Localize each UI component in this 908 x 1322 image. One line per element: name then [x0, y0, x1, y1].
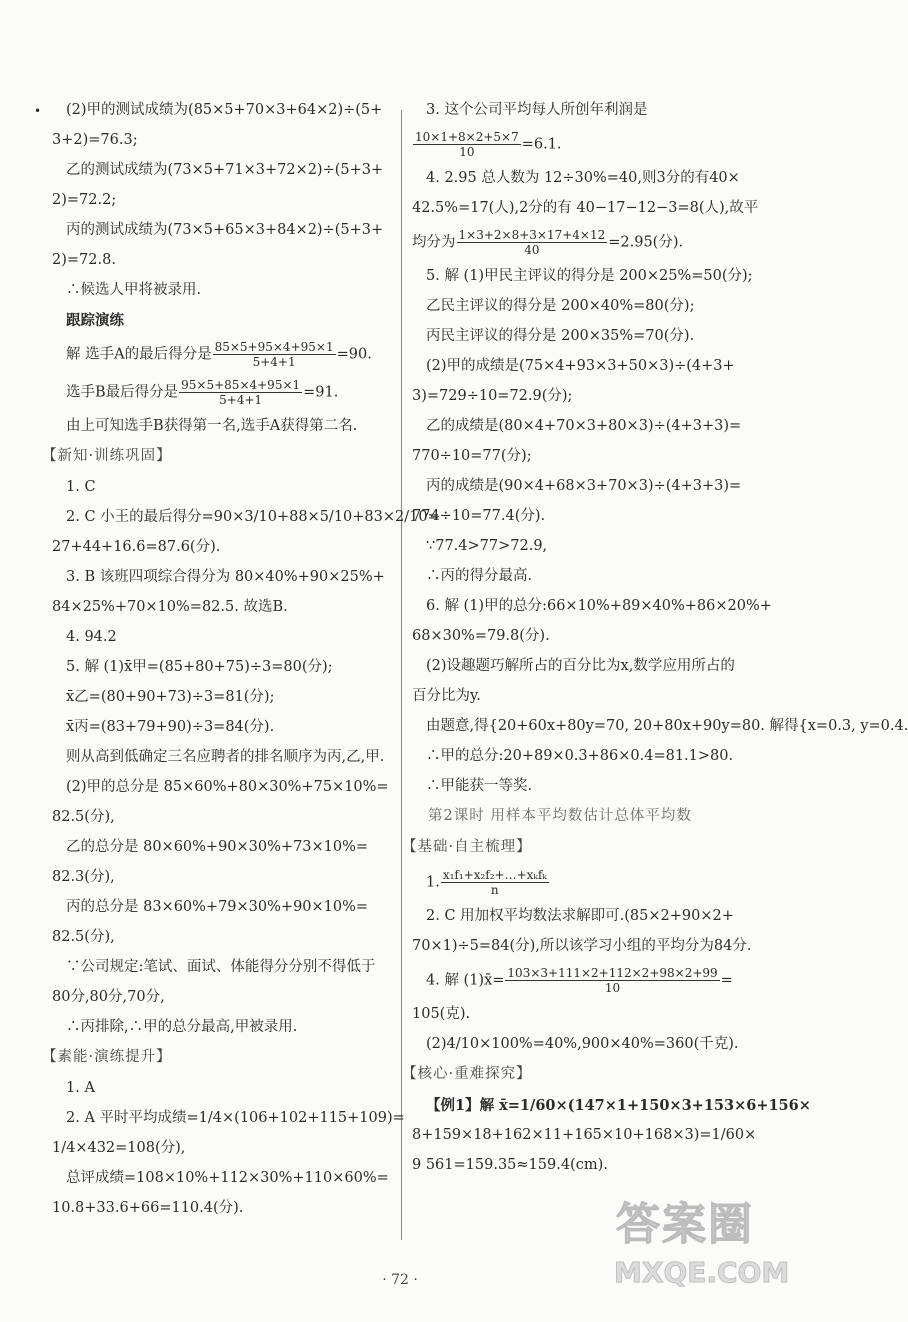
fraction	[505, 966, 719, 995]
fraction-denominator: n	[490, 883, 499, 897]
text-line: 则从高到低确定三名应聘者的排名顺序为丙,乙,甲.	[66, 749, 385, 765]
text-line: 10.8+33.6+66=110.4(分).	[52, 1200, 244, 1216]
text-line: 【例1】解 x̄=1/60×(147×1+150×3+153×6+156×	[426, 1097, 811, 1114]
text-line: 4. 94.2	[66, 629, 117, 645]
text-line: 由上可知选手B获得第一名,选手A获得第二名.	[66, 418, 358, 434]
line-prefix: 解 选手A的最后得分是	[66, 346, 212, 363]
watermark-logo	[612, 1176, 790, 1306]
text-line	[412, 130, 760, 159]
page-number: · 72 ·	[382, 1272, 418, 1288]
fraction	[441, 868, 549, 897]
text-line: (2)甲的总分是 85×60%+80×30%+75×10%=	[66, 779, 389, 795]
watermark-text: 答案圈	[616, 1199, 754, 1250]
fraction-numerator: 95×5+85×4+95×1	[181, 378, 301, 392]
text-line: 80分,80分,70分,	[52, 989, 165, 1005]
fraction-denominator: 10	[604, 981, 621, 995]
text-line: 乙的成绩是(80×4+70×3+80×3)÷(4+3+3)=	[426, 418, 742, 434]
text-line: 770÷10=77(分);	[412, 448, 532, 464]
fraction	[413, 130, 521, 159]
fraction-denominator: 10	[459, 145, 475, 159]
text-line: x̄乙=(80+90+73)÷3=81(分);	[66, 689, 275, 705]
text-line: 5. 解 (1)甲民主评议的得分是 200×25%=50(分);	[426, 268, 753, 284]
text-line: 百分比为y.	[412, 688, 481, 704]
line-suffix: =91.	[303, 384, 339, 401]
line-suffix: =90.	[336, 346, 372, 363]
fraction-numerator: x₁f₁+x₂f₂+…+xₖfₖ	[442, 868, 547, 882]
text-line: 第2课时 用样本平均数估计总体平均数	[428, 808, 692, 824]
text-line: 总评成绩=108×10%+112×30%+110×60%=	[66, 1170, 389, 1186]
text-line: 乙的总分是 80×60%+90×30%+73×10%=	[66, 839, 369, 855]
text-line: 84×25%+70×10%=82.5. 故选B.	[52, 599, 288, 615]
text-line: (2)甲的成绩是(75×4+93×3+50×3)÷(4+3+	[426, 358, 735, 374]
text-line: 丙的成绩是(90×4+68×3+70×3)÷(4+3+3)=	[426, 478, 742, 494]
line-prefix: 均分为	[412, 234, 456, 251]
fraction	[179, 378, 302, 407]
text-line: ∴候选人甲将被录用.	[66, 282, 202, 298]
fraction-numerator: 10×1+8×2+5×7	[415, 130, 519, 144]
text-line: 乙民主评议的得分是 200×40%=80(分);	[426, 298, 695, 314]
text-line: x̄丙=(83+79+90)÷3=84(分).	[66, 719, 275, 735]
text-line	[412, 228, 760, 257]
text-line: 2. C 小王的最后得分=90×3/10+88×5/10+83×2/10=	[66, 509, 440, 525]
text-line: 82.3(分),	[52, 869, 115, 885]
fraction	[457, 228, 608, 257]
text-line: (2)甲的测试成绩为(85×5+70×3+64×2)÷(5+	[66, 102, 383, 118]
text-line: ∴甲能获一等奖.	[426, 778, 533, 794]
text-line: 【基础·自主梳理】	[402, 839, 532, 855]
text-line: 丙民主评议的得分是 200×35%=70(分).	[426, 328, 695, 344]
fraction	[213, 340, 336, 369]
text-line: ∵77.4>77>72.9,	[426, 538, 548, 554]
text-line: (2)设趣题巧解所占的百分比为x,数学应用所占的	[426, 658, 735, 674]
text-line: 2)=72.2;	[52, 192, 117, 208]
text-line	[52, 340, 392, 369]
text-line: 5. 解 (1)x̄甲=(85+80+75)÷3=80(分);	[66, 659, 333, 675]
text-line: 3+2)=76.3;	[52, 132, 138, 148]
text-line: 丙的测试成绩为(73×5+65×3+84×2)÷(5+3+	[66, 222, 384, 238]
text-line	[412, 868, 760, 897]
stray-mark: •	[34, 104, 42, 118]
fraction-denominator: 5+4+1	[219, 393, 263, 407]
text-line: 【素能·演练提升】	[42, 1049, 172, 1065]
right-column	[402, 100, 908, 1185]
text-line: 27+44+16.6=87.6(分).	[52, 539, 221, 555]
text-line: 8+159×18+162×11+165×10+168×3)=1/60×	[412, 1127, 757, 1143]
text-line: 3. B 该班四项综合得分为 80×40%+90×25%+	[66, 569, 385, 585]
text-line: ∵公司规定:笔试、面试、体能得分分别不得低于	[66, 959, 376, 975]
text-line: 3. 这个公司平均每人所创年利润是	[426, 102, 648, 118]
text-line: 2)=72.8.	[52, 252, 116, 268]
line-suffix: =6.1.	[521, 136, 562, 153]
text-line: 1. C	[66, 479, 96, 495]
line-suffix: =	[720, 972, 733, 989]
text-line: 跟踪演练	[66, 312, 124, 329]
text-line: 乙的测试成绩为(73×5+71×3+72×2)÷(5+3+	[66, 162, 384, 178]
text-line: 82.5(分),	[52, 809, 115, 825]
text-line: ∴丙排除,∴甲的总分最高,甲被录用.	[66, 1019, 298, 1035]
text-line: 由题意,得{20+60x+80y=70, 20+80x+90y=80. 解得{x=0.3, y=0.4.	[426, 718, 908, 734]
text-line: ∴丙的得分最高.	[426, 568, 533, 584]
fraction-numerator: 1×3+2×8+3×17+4×12	[458, 228, 606, 242]
text-line: 774÷10=77.4(分).	[412, 508, 546, 524]
fraction-denominator: 5+4+1	[252, 355, 296, 369]
text-line: 2. A 平时平均成绩=1/4×(106+102+115+109)=	[66, 1110, 405, 1126]
text-line: 6. 解 (1)甲的总分:66×10%+89×40%+86×20%+	[426, 598, 772, 614]
text-line: 【新知·训练巩固】	[42, 448, 172, 464]
text-line: 105(克).	[412, 1006, 471, 1022]
text-line: 9 561=159.35≈159.4(cm).	[412, 1157, 608, 1173]
text-line: 42.5%=17(人),2分的有 40−17−12−3=8(人),故平	[412, 200, 759, 216]
line-suffix: =2.95(分).	[608, 234, 684, 251]
line-prefix: 选手B最后得分是	[66, 384, 179, 401]
text-line: 70×1)÷5=84(分),所以该学习小组的平均分为84分.	[412, 938, 752, 954]
fraction-denominator: 40	[524, 243, 540, 257]
text-line	[412, 966, 760, 995]
text-line: 【核心·重难探究】	[402, 1066, 532, 1082]
text-line: 1/4×432=108(分),	[52, 1140, 186, 1156]
line-prefix: 1.	[426, 874, 440, 891]
line-prefix: 4. 解 (1)x̄=	[426, 972, 505, 989]
text-line	[52, 378, 392, 407]
text-line: 4. 2.95 总人数为 12÷30%=40,则3分的有40×	[426, 170, 740, 186]
text-line: 丙的总分是 83×60%+79×30%+90×10%=	[66, 899, 369, 915]
text-line: 82.5(分),	[52, 929, 115, 945]
text-line: 1. A	[66, 1080, 95, 1096]
text-line: 3)=729÷10=72.9(分);	[412, 388, 573, 404]
fraction-numerator: 85×5+95×4+95×1	[214, 340, 334, 354]
text-line: (2)4/10×100%=40%,900×40%=360(千克).	[426, 1036, 739, 1052]
text-line: 2. C 用加权平均数法求解即可.(85×2+90×2+	[426, 908, 734, 924]
fraction-numerator: 103×3+111×2+112×2+98×2+99	[507, 966, 718, 980]
watermark-url: MXQE.COM	[614, 1256, 790, 1289]
text-line: ∴甲的总分:20+89×0.3+86×0.4=81.1>80.	[426, 748, 734, 764]
text-line: 68×30%=79.8(分).	[412, 628, 550, 644]
